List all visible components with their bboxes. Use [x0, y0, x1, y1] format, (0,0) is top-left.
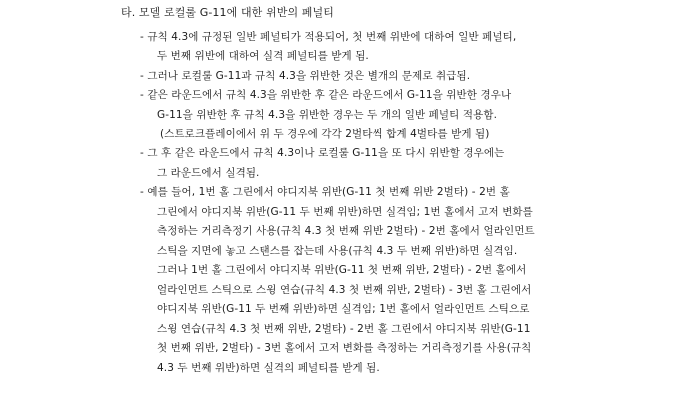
- bullet-5-line-9: 첫 번째 위반, 2벌타) - 3번 홀에서 고저 변화를 측정하는 거리측정기를 사용(규칙: [157, 342, 532, 354]
- bullet-4-line-1: - 그 후 같은 라운드에서 규칙 4.3이나 로컬룰 G-11을 또 다시 위반할 경우에는: [140, 147, 505, 159]
- bullet-5-line-1: - 예를 들어, 1번 홀 그린에서 야디지북 위반(G-11 첫 번째 위반 2벌타) - 2번 홀: [140, 186, 510, 198]
- bullet-1-line-1: - 규칙 4.3에 규정된 일반 페널티가 적용되어, 첫 번째 위반에 대하여 일반 페널티,: [140, 31, 517, 43]
- bullet-4-line-2: 그 라운드에서 실격됨.: [157, 167, 260, 179]
- bullet-2-line-1: - 그러나 로컬룰 G-11과 규칙 4.3을 위반한 것은 별개의 문제로 취급됨.: [140, 70, 471, 82]
- bullet-5-line-5: 그러나 1번 홀 그린에서 야디지북 위반(G-11 첫 번째 위반, 2벌타) - 2번 홀에서: [157, 264, 527, 276]
- bullet-1-line-2: 두 번째 위반에 대하여 실격 페널티를 받게 됨.: [157, 50, 369, 62]
- bullet-3-line-3: (스트로크플레이에서 위 두 경우에 각각 2벌타씩 합계 4벌타를 받게 됨): [160, 128, 490, 140]
- bullet-5-line-3: 측정하는 거리측정기 사용(규칙 4.3 첫 번째 위반 2벌타) - 2번 홀에서 얼라인먼트: [157, 225, 535, 237]
- bullet-5-line-6: 얼라인먼트 스틱으로 스윙 연습(규칙 4.3 첫 번째 위반, 2벌타) - 3번 홀 그린에서: [157, 284, 532, 296]
- bullet-5-line-4: 스틱을 지면에 놓고 스탠스를 잡는데 사용(규칙 4.3 두 번째 위반)하면 실격임.: [157, 245, 518, 257]
- bullet-3-line-1: - 같은 라운드에서 규칙 4.3을 위반한 후 같은 라운드에서 G-11을 위반한 경우나: [140, 89, 512, 101]
- bullet-5-line-8: 스윙 연습(규칙 4.3 첫 번째 위반, 2벌타) - 2번 홀 그린에서 야디지북 위반(G-11: [157, 323, 531, 335]
- bullet-5-line-10: 4.3 두 번째 위반)하면 실격의 페널티를 받게 됨.: [157, 362, 380, 374]
- bullet-5-line-7: 야디지북 위반(G-11 두 번째 위반)하면 실격임; 1번 홀에서 얼라인먼트 스틱으로: [157, 303, 530, 315]
- section-heading: 타. 모델 로컬룰 G-11에 대한 위반의 페널티: [121, 6, 334, 19]
- bullet-5-line-2: 그린에서 야디지북 위반(G-11 두 번째 위반)하면 실격임; 1번 홀에서 고저 변화를: [157, 206, 533, 218]
- bullet-3-line-2: G-11을 위반한 후 규칙 4.3을 위반한 경우는 두 개의 일반 페널티 적용함.: [157, 109, 498, 121]
